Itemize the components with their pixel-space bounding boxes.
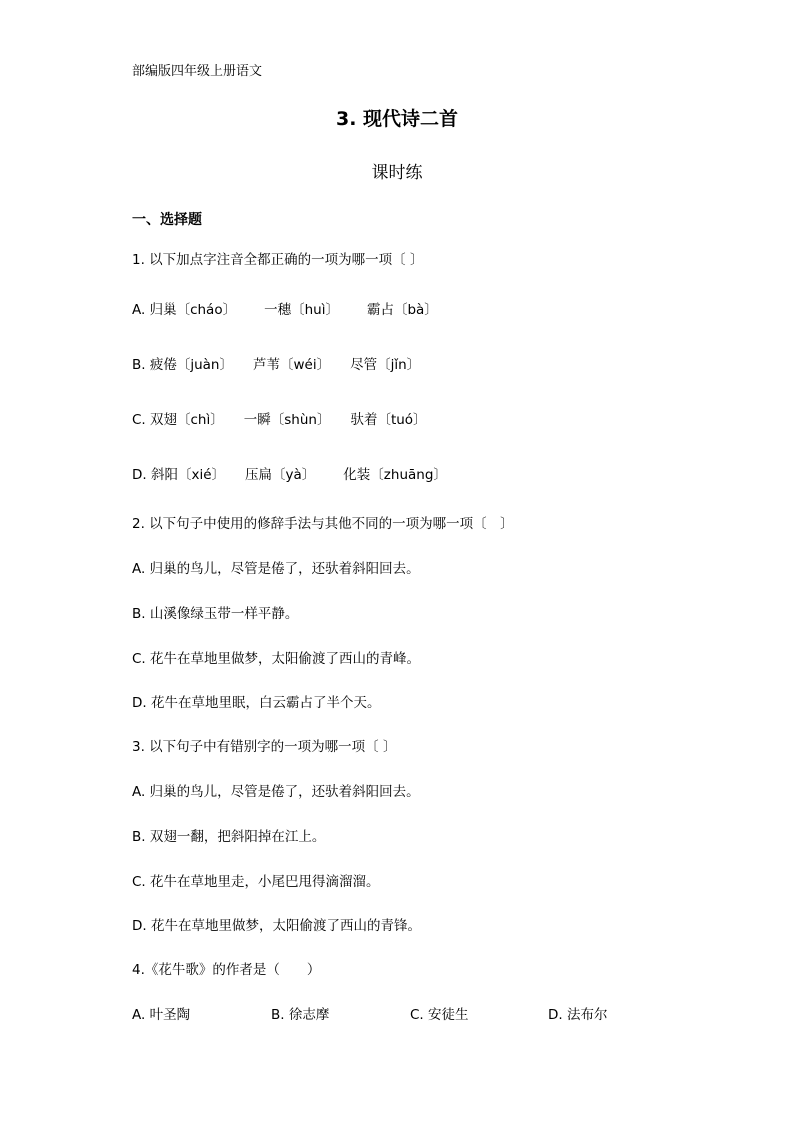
page-subtitle: 课时练 — [371, 163, 423, 183]
option-text: 化装〔zhuāng〕 — [343, 467, 447, 483]
question-stem: 2. 以下句子中使用的修辞手法与其他不同的一项为哪一项〔 〕 — [132, 516, 514, 532]
option-text: A. 叶圣陶 — [132, 1007, 191, 1023]
option-text: D. 花牛在草地里做梦，太阳偷渡了西山的青锋。 — [132, 918, 421, 934]
option-text: 芦苇〔wéi〕 — [252, 357, 331, 373]
option-text: D. 斜阳〔xié〕 — [132, 467, 226, 483]
option-row — [132, 301, 438, 319]
option-text: D. 花牛在草地里眠，白云霸占了半个天。 — [132, 695, 381, 711]
option-text: A. 归巢的鸟儿，尽管是倦了，还驮着斜阳回去。 — [132, 561, 420, 577]
page-title: 3. 现代诗二首 — [335, 108, 459, 130]
option-row — [132, 356, 420, 374]
option-text: 驮着〔tuó〕 — [350, 412, 427, 428]
document-header: 部编版四年级上册语文 — [132, 64, 263, 79]
question-stem: 3. 以下句子中有错别字的一项为哪一项〔 〕 — [132, 739, 397, 755]
option-text: B. 徐志摩 — [271, 1007, 330, 1023]
option-text: C. 花牛在草地里走，小尾巴甩得滴溜溜。 — [132, 874, 380, 890]
option-text: D. 法布尔 — [548, 1007, 608, 1023]
option-text: B. 双翅一翻，把斜阳掉在江上。 — [132, 829, 326, 845]
option-row — [132, 466, 447, 484]
question-stem: 4.《花牛歌》的作者是（ ） — [132, 962, 321, 978]
question-stem: 1. 以下加点字注音全都正确的一项为哪一项〔 〕 — [132, 252, 424, 268]
option-text: A. 归巢的鸟儿，尽管是倦了，还驮着斜阳回去。 — [132, 784, 420, 800]
option-text: B. 疲倦〔juàn〕 — [132, 357, 233, 373]
option-text: 霸占〔bà〕 — [366, 302, 438, 318]
option-text: B. 山溪像绿玉带一样平静。 — [132, 606, 299, 622]
option-text: 一穗〔huì〕 — [264, 302, 339, 318]
section-heading: 一、选择题 — [132, 212, 202, 228]
option-text: A. 归巢〔cháo〕 — [132, 302, 237, 318]
option-text: 尽管〔jǐn〕 — [350, 357, 421, 373]
option-text: 压扁〔yà〕 — [245, 467, 316, 483]
option-row — [132, 411, 427, 429]
option-text: C. 双翅〔chì〕 — [132, 412, 224, 428]
option-text: 一瞬〔shùn〕 — [243, 412, 331, 428]
option-text: C. 花牛在草地里做梦，太阳偷渡了西山的青峰。 — [132, 651, 421, 667]
option-text: C. 安徒生 — [410, 1007, 469, 1023]
